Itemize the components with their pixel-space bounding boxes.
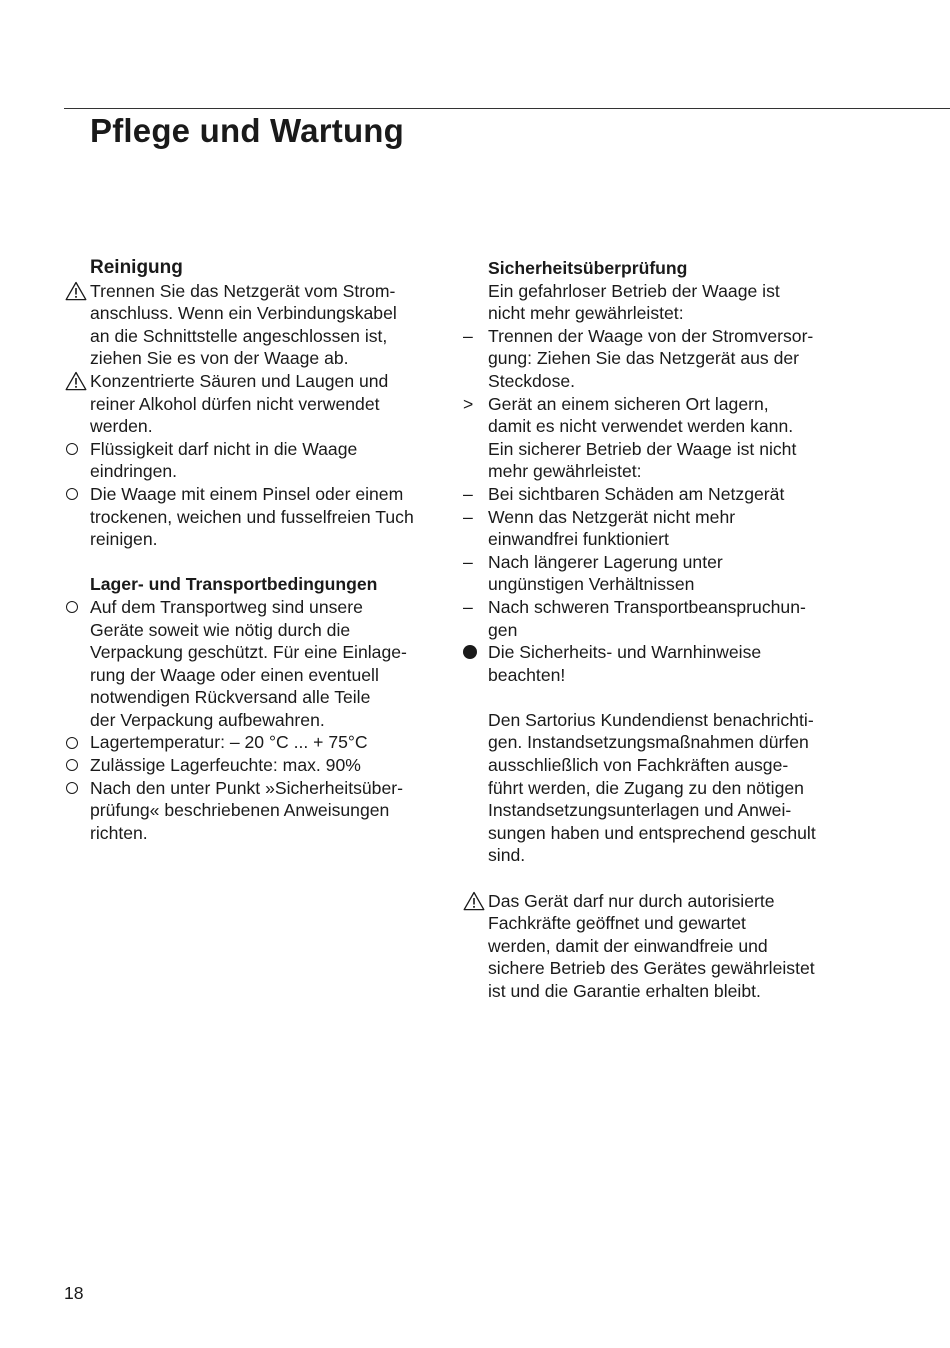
sicherheit-list bbox=[462, 325, 852, 687]
list-item bbox=[64, 731, 444, 754]
text-line: gen bbox=[488, 619, 518, 640]
page-title: Pflege und Wartung bbox=[90, 112, 405, 149]
section-heading-reinigung: Reinigung bbox=[90, 257, 183, 278]
text-line: anschluss. Wenn ein Verbindungskabel bbox=[90, 303, 397, 324]
text-line: mehr gewährleistet: bbox=[488, 461, 642, 482]
text-line: gung: Ziehen Sie das Netzgerät aus der bbox=[488, 348, 800, 369]
list-item bbox=[64, 438, 444, 483]
text-line: trockenen, weichen und fusselfreien Tuch bbox=[90, 506, 414, 527]
dash-bullet: – bbox=[463, 551, 473, 572]
text-line: an die Schnittstelle angeschlossen ist, bbox=[90, 325, 388, 346]
dash-bullet: – bbox=[463, 483, 473, 504]
text-line: rung der Waage oder einen eventuell bbox=[90, 664, 379, 685]
greater-than-bullet: > bbox=[463, 393, 474, 414]
list-item bbox=[462, 506, 852, 551]
circle-bullet-icon bbox=[64, 754, 88, 777]
text-line: Die Sicherheits- und Warnhinweise bbox=[488, 642, 762, 663]
list-item bbox=[462, 393, 852, 483]
text-line: Gerät an einem sicheren Ort lagern, bbox=[488, 393, 769, 414]
text-line: führt werden, die Zugang zu den nötigen bbox=[488, 777, 804, 798]
circle-bullet-icon bbox=[64, 777, 88, 800]
text-line: beachten! bbox=[488, 664, 566, 685]
list-item bbox=[64, 754, 444, 777]
text-line: richten. bbox=[90, 822, 148, 843]
text-line: ungünstigen Verhältnissen bbox=[488, 574, 695, 595]
text-line: Ein sicherer Betrieb der Waage ist nicht bbox=[488, 438, 797, 459]
text-line: sind. bbox=[488, 845, 526, 866]
text-line: Den Sartorius Kundendienst benachrichti- bbox=[488, 709, 814, 730]
text-line: ist und die Garantie erhalten bleibt. bbox=[488, 981, 761, 1001]
text-line: sungen haben und entsprechend geschult bbox=[488, 822, 816, 843]
header-rule bbox=[64, 108, 950, 109]
text-line: Lagertemperatur: – 20 °C ... + 75°C bbox=[90, 732, 368, 753]
reinigung-list bbox=[64, 280, 444, 551]
text-line: gen. Instandsetzungsmaßnahmen dürfen bbox=[488, 732, 809, 753]
list-item bbox=[462, 641, 852, 686]
text-line: Bei sichtbaren Schäden am Netzgerät bbox=[488, 483, 785, 504]
text-line: Instandsetzungsunterlagen und Anwei- bbox=[488, 800, 792, 821]
text-line: werden, damit der einwandfreie und bbox=[488, 935, 768, 956]
lager-list bbox=[64, 596, 444, 845]
text-line: Nach längerer Lagerung unter bbox=[488, 551, 723, 572]
text-line: reinigen. bbox=[90, 529, 158, 550]
text-line: damit es nicht verwendet werden kann. bbox=[488, 416, 794, 437]
list-item bbox=[64, 483, 444, 551]
list-item bbox=[64, 596, 444, 732]
text-line: reiner Alkohol dürfen nicht verwendet bbox=[90, 393, 380, 414]
text-line: Die Waage mit einem Pinsel oder einem bbox=[90, 483, 404, 504]
circle-bullet-icon bbox=[64, 438, 88, 461]
warning-list bbox=[462, 890, 852, 1003]
list-item bbox=[64, 370, 444, 438]
text-line: Steckdose. bbox=[488, 370, 576, 391]
filled-dot-bullet-icon bbox=[462, 641, 486, 664]
warning-triangle-icon bbox=[64, 370, 88, 393]
text-line: Nach den unter Punkt »Sicherheitsüber- bbox=[90, 777, 403, 798]
text-line: eindringen. bbox=[90, 461, 178, 482]
text-line: Ein gefahrloser Betrieb der Waage ist bbox=[488, 280, 780, 301]
dash-bullet: – bbox=[463, 506, 473, 527]
text-line: Geräte soweit wie nötig durch die bbox=[90, 619, 351, 640]
text-line: notwendigen Rückversand alle Teile bbox=[90, 687, 371, 708]
circle-bullet-icon bbox=[64, 596, 88, 619]
service-paragraph bbox=[462, 709, 852, 867]
list-item bbox=[462, 483, 852, 506]
text-line: einwandfrei funktioniert bbox=[488, 529, 669, 550]
text-line: Wenn das Netzgerät nicht mehr bbox=[488, 506, 736, 527]
dash-bullet: – bbox=[463, 596, 473, 617]
text-line: Konzentrierte Säuren und Laugen und bbox=[90, 370, 389, 391]
list-item bbox=[462, 325, 852, 393]
text-line: sichere Betrieb des Gerätes gewährleistet bbox=[488, 958, 815, 979]
warning-triangle-icon bbox=[64, 280, 88, 303]
list-item bbox=[64, 777, 444, 845]
list-item bbox=[462, 551, 852, 596]
text-line: Flüssigkeit darf nicht in die Waage bbox=[90, 438, 358, 459]
section-heading-sicherheit: Sicherheitsüberprüfung bbox=[488, 258, 688, 278]
text-line: nicht mehr gewährleistet: bbox=[488, 303, 684, 324]
text-line: werden. bbox=[90, 416, 153, 437]
text-line: Auf dem Transportweg sind unsere bbox=[90, 596, 363, 617]
text-line: Nach schweren Transportbeanspruchun- bbox=[488, 596, 806, 617]
text-line: Zulässige Lagerfeuchte: max. 90% bbox=[90, 755, 361, 776]
list-item bbox=[462, 890, 852, 1003]
intro-paragraph bbox=[462, 280, 852, 325]
text-line: Fachkräfte geöffnet und gewartet bbox=[488, 913, 746, 934]
right-column bbox=[462, 257, 852, 1003]
text-line: prüfung« beschriebenen Anweisungen bbox=[90, 800, 390, 821]
circle-bullet-icon bbox=[64, 483, 88, 506]
text-line: ausschließlich von Fachkräften ausge- bbox=[488, 755, 789, 776]
circle-bullet-icon bbox=[64, 731, 88, 754]
page-number: 18 bbox=[64, 1283, 84, 1303]
text-line: Trennen Sie das Netzgerät vom Strom- bbox=[90, 280, 396, 301]
dash-bullet: – bbox=[463, 325, 473, 346]
text-line: Trennen der Waage von der Stromversor- bbox=[488, 325, 814, 346]
text-line: Verpackung geschützt. Für eine Einlage- bbox=[90, 642, 407, 663]
warning-triangle-icon bbox=[462, 890, 486, 913]
list-item bbox=[64, 280, 444, 370]
text-line: ziehen Sie es von der Waage ab. bbox=[90, 348, 349, 369]
left-column bbox=[64, 257, 444, 844]
list-item bbox=[462, 596, 852, 641]
section-heading-lager: Lager- und Transportbedingungen bbox=[90, 574, 378, 595]
text-line: der Verpackung aufbewahren. bbox=[90, 709, 325, 730]
text-line: Das Gerät darf nur durch autorisierte bbox=[488, 890, 775, 911]
